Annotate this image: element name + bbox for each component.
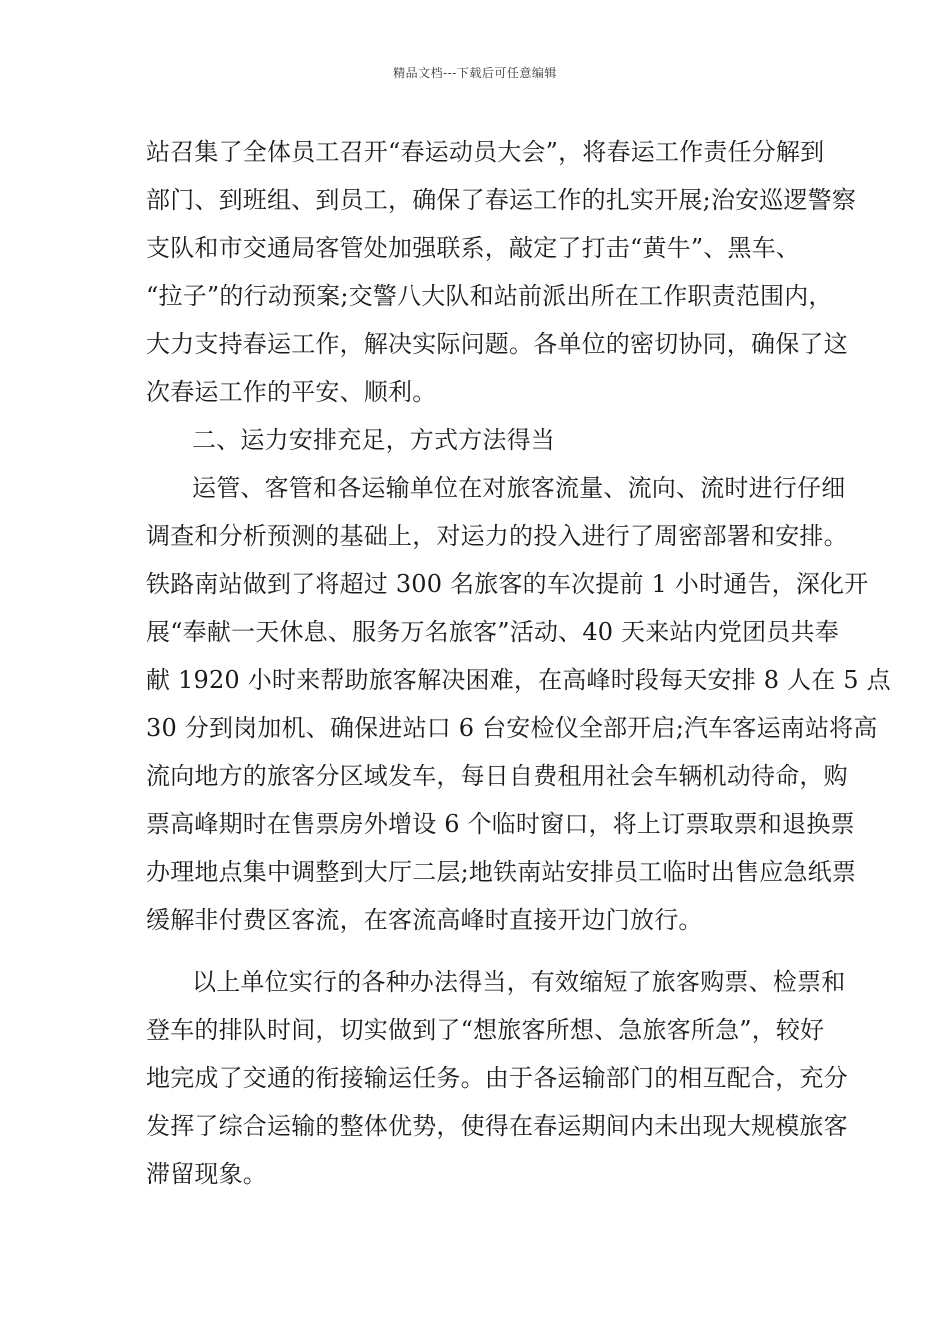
- text-line: 部门、到班组、到员工，确保了春运工作的扎实开展;治安巡逻警察: [146, 186, 857, 214]
- text-line: 地完成了交通的衔接输运任务。由于各运输部门的相互配合，充分: [146, 1064, 848, 1092]
- text-line: 票高峰期时在售票房外增设 6 个临时窗口，将上订票取票和退换票: [146, 810, 855, 838]
- text-line: 献 1920 小时来帮助旅客解决困难，在高峰时段每天安排 8 人在 5 点: [146, 666, 891, 694]
- text-line: 铁路南站做到了将超过 300 名旅客的车次提前 1 小时通告，深化开: [146, 570, 869, 598]
- text-line: 支队和市交通局客管处加强联系，敲定了打击“黄牛”、黑车、: [146, 234, 801, 262]
- text-line: 缓解非付费区客流，在客流高峰时直接开边门放行。: [146, 906, 703, 934]
- text-line: 滞留现象。: [146, 1160, 267, 1188]
- text-line: 展“奉献一天休息、服务万名旅客”活动、40 天来站内党团员共奉: [146, 618, 839, 646]
- text-line: 30 分到岗加机、确保进站口 6 台安检仪全部开启;汽车客运南站将高: [146, 714, 878, 742]
- text-line: 发挥了综合运输的整体优势，使得在春运期间内未出现大规模旅客: [146, 1112, 848, 1140]
- text-line: 站召集了全体员工召开“春运动员大会”，将春运工作责任分解到: [146, 138, 825, 166]
- text-line: “拉子”的行动预案;交警八大队和站前派出所在工作职责范围内，: [146, 282, 833, 310]
- text-line: 以上单位实行的各种办法得当，有效缩短了旅客购票、检票和: [192, 968, 846, 996]
- text-line: 办理地点集中调整到大厅二层;地铁南站安排员工临时出售应急纸票: [146, 858, 857, 886]
- page-header: 精品文档---下载后可任意编辑: [393, 66, 557, 80]
- document-body: [146, 128, 891, 1198]
- section-heading: [146, 416, 810, 464]
- paragraph: [146, 128, 857, 416]
- paragraph-gap: [146, 944, 810, 958]
- text-line: 流向地方的旅客分区域发车，每日自费租用社会车辆机动待命，购: [146, 762, 848, 790]
- paragraph: [146, 958, 848, 1198]
- text-line: 调查和分析预测的基础上，对运力的投入进行了周密部署和安排。: [146, 522, 848, 550]
- text-line: 登车的排队时间，切实做到了“想旅客所想、急旅客所急”，较好: [146, 1016, 825, 1044]
- heading-line: 二、运力安排充足，方式方法得当: [192, 426, 555, 454]
- text-line: 次春运工作的平安、顺利。: [146, 378, 437, 406]
- text-line: 运管、客管和各运输单位在对旅客流量、流向、流时进行仔细: [192, 474, 846, 502]
- paragraph: [146, 464, 891, 944]
- text-line: 大力支持春运工作，解决实际问题。各单位的密切协同，确保了这: [146, 330, 848, 358]
